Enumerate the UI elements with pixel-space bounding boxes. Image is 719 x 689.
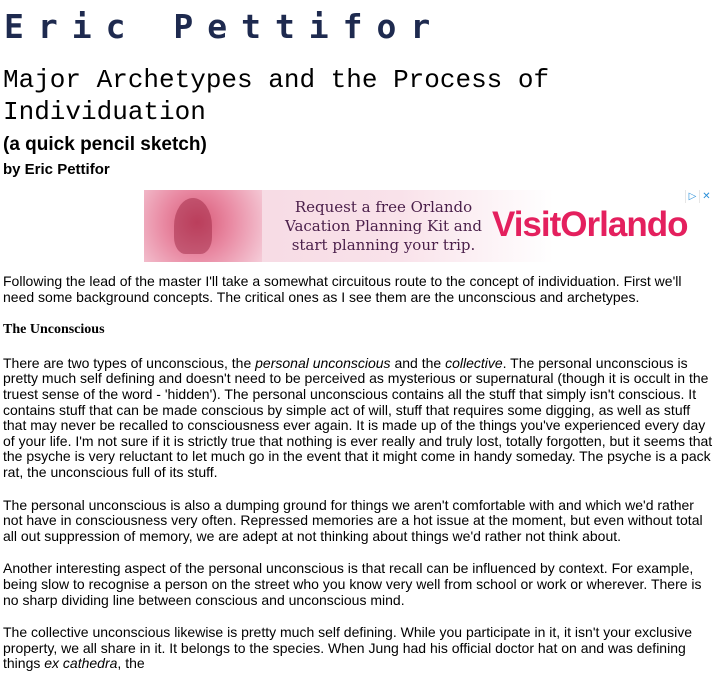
ad-text: Request a free Orlando Vacation Planning Kit and start planning your trip. (284, 198, 482, 254)
adchoices-icon[interactable]: ▷ (685, 190, 699, 203)
section-heading: The Unconscious (3, 322, 105, 338)
ad-brand-logo: VisitOrlando (492, 205, 688, 244)
site-title: Eric Pettifor (4, 7, 445, 46)
paragraph: The collective unconscious likewise is pretty much self defining. While you participate in it, it isn't your exclusive property, we all share in it. It belongs to the species. When Jung had his official doctor hat on and was defining things ex cathedra, the (3, 624, 692, 672)
intro-paragraph: Following the lead of the master I'll take a somewhat circuitous route to the concept of individuation. First we'll need some background concepts. The critical ones as I see them are the unconscious and archetypes. (3, 273, 682, 305)
paragraph: The personal unconscious is also a dumping ground for things we aren't comfortable with and which we'd rather not have in consciousness very often. Repressed memories are a hot issue at the moment, but even without total all out suppression of memory, we are adept at not thinking about things we'd rather not think about. (3, 496, 703, 544)
article-subtitle: (a quick pencil sketch) (3, 134, 207, 155)
ad-controls (685, 190, 713, 203)
paragraph: Another interesting aspect of the personal unconscious is that recall can be influenced by context. For example, being slow to recognise a person on the street who you know very well from school or work or wherever. There is no sharp dividing line between conscious and unconscious mind. (3, 560, 702, 608)
article-title: Major Archetypes and the Process of Individuation (3, 65, 550, 127)
close-icon[interactable]: ✕ (699, 190, 713, 203)
article-body (3, 274, 713, 689)
ad-banner[interactable] (144, 190, 713, 262)
byline: by Eric Pettifor (3, 161, 110, 178)
ad-photo (144, 190, 262, 262)
paragraph: There are two types of unconscious, the personal unconscious and the collective. The personal unconscious is pretty much self defining and doesn't need to be perceived as mysterious or supernatural (though it is occult in the truest sense of the word - 'hidden'). The personal unconscious contains all the stuff that simply isn't conscious. It contains stuff that can be made conscious by simple act of will, stuff that requires some digging, as well as stuff that may never be recalled to consciousness ever again. It is made up of the things you've experienced every day of your life. I'm not sure if it is strictly true that nothing is ever really and truly lost, totally forgotten, but it seems that the psyche is very reluctant to let much go in the event that it might come in handy someday. The psyche is a pack rat, the unconscious full of its stuff. (3, 354, 713, 480)
